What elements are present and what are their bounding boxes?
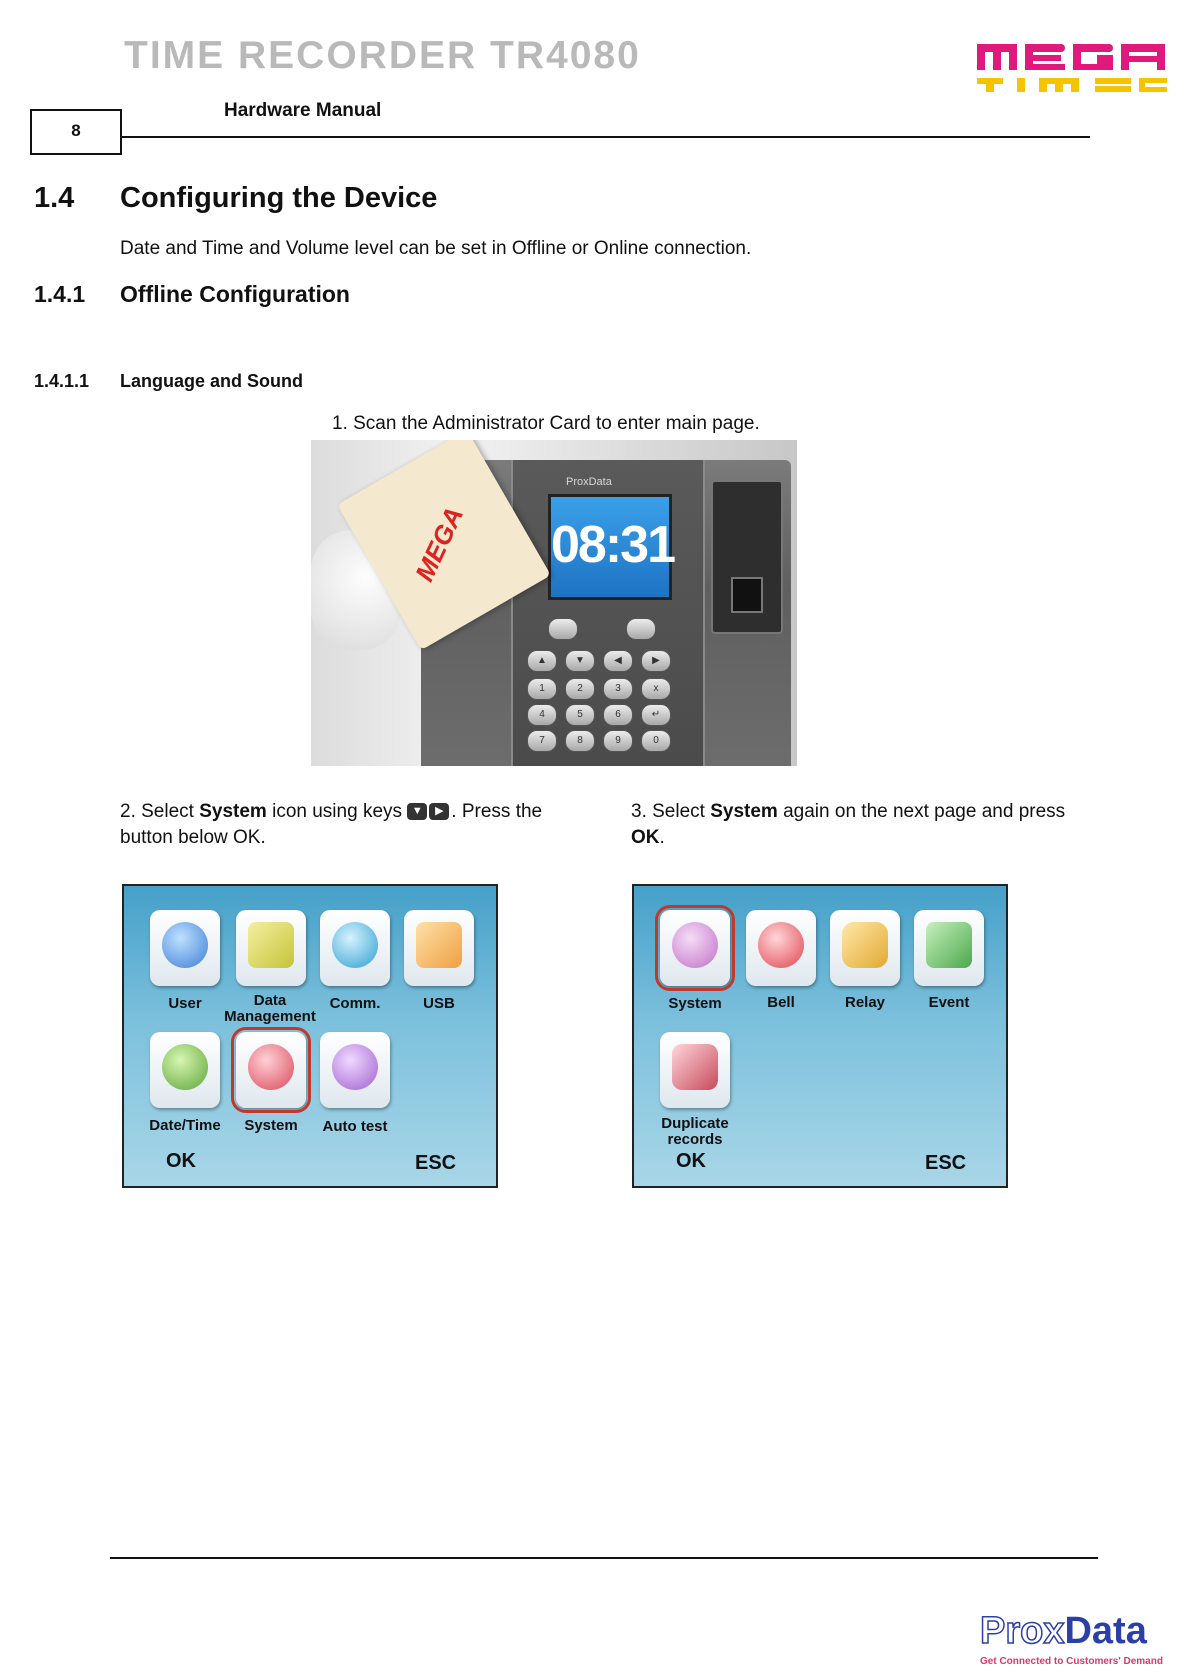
- device-key: x: [641, 678, 671, 700]
- device-screen: [548, 494, 672, 600]
- step-2-mid: icon using keys: [266, 801, 408, 822]
- menu-tile-auto-test[interactable]: [320, 1032, 390, 1108]
- step-3-post: .: [659, 827, 665, 848]
- section-title: Configuring the Device: [120, 182, 438, 214]
- device-key: 5: [565, 704, 595, 726]
- section-number: 1.4: [34, 182, 75, 214]
- menu-tile-comm[interactable]: [320, 910, 390, 986]
- step-3-text: [631, 799, 1091, 851]
- gear-icon: [672, 922, 718, 968]
- menu-label-date-time: Date/Time: [149, 1117, 221, 1134]
- down-arrow-key-icon: ▼: [565, 650, 595, 672]
- device-function-key-right: [626, 618, 656, 640]
- footer-rule: [110, 1557, 1098, 1559]
- device-key: 8: [565, 730, 595, 752]
- fingerprint-reader: [711, 480, 783, 634]
- esc-softkey-label[interactable]: ESC: [415, 1152, 457, 1174]
- subsection-number: 1.4.1: [34, 281, 86, 307]
- menu-tile-system[interactable]: [660, 910, 730, 986]
- step-3-bold: System: [710, 801, 778, 822]
- menu-tile-usb[interactable]: [404, 910, 474, 986]
- step-3-mid: again on the next page and press: [777, 801, 1066, 822]
- menu-label-relay: Relay: [844, 994, 886, 1011]
- subsection-title: Offline Configuration: [120, 281, 350, 307]
- menu-tile-duplicate-records[interactable]: [660, 1032, 730, 1108]
- step-2-bold: System: [199, 801, 267, 822]
- esc-softkey-label[interactable]: ESC: [925, 1152, 967, 1174]
- section-intro: Date and Time and Volume level can be set in Offline or Online connection.: [120, 238, 752, 259]
- device-key: 9: [603, 730, 633, 752]
- bell-icon: [758, 922, 804, 968]
- menu-tile-system[interactable]: [236, 1032, 306, 1108]
- step-2-pre: 2. Select: [120, 801, 200, 822]
- proxdata-logo: [980, 1610, 1147, 1653]
- device-key: 3: [603, 678, 633, 700]
- device-time-display: 08:31: [551, 516, 674, 574]
- down-key-icon: ▼: [407, 803, 427, 820]
- header-rule: [122, 136, 1090, 138]
- device-key: 1: [527, 678, 557, 700]
- menu-tile-data-management[interactable]: [236, 910, 306, 986]
- menu-label-duplicate-records: Duplicate records: [661, 1115, 729, 1148]
- right-arrow-key-icon: ▶: [641, 650, 671, 672]
- globe-icon: [332, 922, 378, 968]
- step-2-post: . Press the button below OK.: [120, 801, 543, 848]
- menu-tile-date-time[interactable]: [150, 1032, 220, 1108]
- device-key: 7: [527, 730, 557, 752]
- menu-label-bell: Bell: [767, 994, 795, 1011]
- logo-part-data: Data: [1064, 1610, 1147, 1652]
- gear-icon: [248, 1044, 294, 1090]
- left-arrow-key-icon: ◀: [603, 650, 633, 672]
- device-key: 0: [641, 730, 671, 752]
- card-logo-text: MEGA: [409, 502, 470, 586]
- system-menu-screenshot: [632, 884, 1008, 1188]
- magnifier-icon: [332, 1044, 378, 1090]
- menu-label-event: Event: [928, 994, 970, 1011]
- menu-tile-event[interactable]: [914, 910, 984, 986]
- users-icon: [162, 922, 208, 968]
- device-key: 6: [603, 704, 633, 726]
- device-photo: [311, 440, 797, 766]
- menu-label-auto-test: Auto test: [322, 1118, 388, 1135]
- subsubsection-number: 1.4.1.1: [34, 371, 90, 391]
- menu-tile-relay[interactable]: [830, 910, 900, 986]
- step-1-text: 1. Scan the Administrator Card to enter main page.: [332, 413, 760, 434]
- folder-icon: [248, 922, 294, 968]
- logo-part-prox: Prox: [980, 1610, 1065, 1652]
- menu-label-system: System: [668, 995, 722, 1012]
- main-menu-screenshot: [122, 884, 498, 1188]
- device-key: 4: [527, 704, 557, 726]
- fingerprint-window: [731, 577, 763, 613]
- page-number: 8: [30, 109, 122, 155]
- device-function-key-left: [548, 618, 578, 640]
- menu-label-usb: USB: [423, 995, 455, 1012]
- menu-tile-user[interactable]: [150, 910, 220, 986]
- menu-label-comm: Comm.: [329, 995, 381, 1012]
- header-subtitle: Hardware Manual: [224, 100, 382, 121]
- menu-label-system: System: [244, 1117, 298, 1134]
- clock-icon: [162, 1044, 208, 1090]
- step-3-pre: 3. Select: [631, 801, 711, 822]
- device-key: ↵: [641, 704, 671, 726]
- right-key-icon: ▶: [429, 803, 449, 820]
- footer-tagline: Get Connected to Customers' Demand: [980, 1656, 1163, 1667]
- step-2-text: [120, 799, 550, 851]
- menu-tile-bell[interactable]: [746, 910, 816, 986]
- lock-icon: [842, 922, 888, 968]
- ok-softkey-label[interactable]: OK: [166, 1150, 196, 1172]
- usb-icon: [416, 922, 462, 968]
- duplicate-icon: [672, 1044, 718, 1090]
- menu-label-data-management: Data Management: [224, 992, 316, 1025]
- device-key: 2: [565, 678, 595, 700]
- document-title: TIME RECORDER TR4080: [124, 34, 641, 77]
- menu-label-user: User: [168, 995, 202, 1012]
- mega-time-logo: [975, 38, 1169, 98]
- subsubsection-title: Language and Sound: [120, 371, 303, 391]
- up-arrow-key-icon: ▲: [527, 650, 557, 672]
- ok-softkey-label[interactable]: OK: [676, 1150, 706, 1172]
- device-brand-label: ProxData: [566, 476, 612, 488]
- event-icon: [926, 922, 972, 968]
- step-3-bold-ok: OK: [631, 827, 660, 848]
